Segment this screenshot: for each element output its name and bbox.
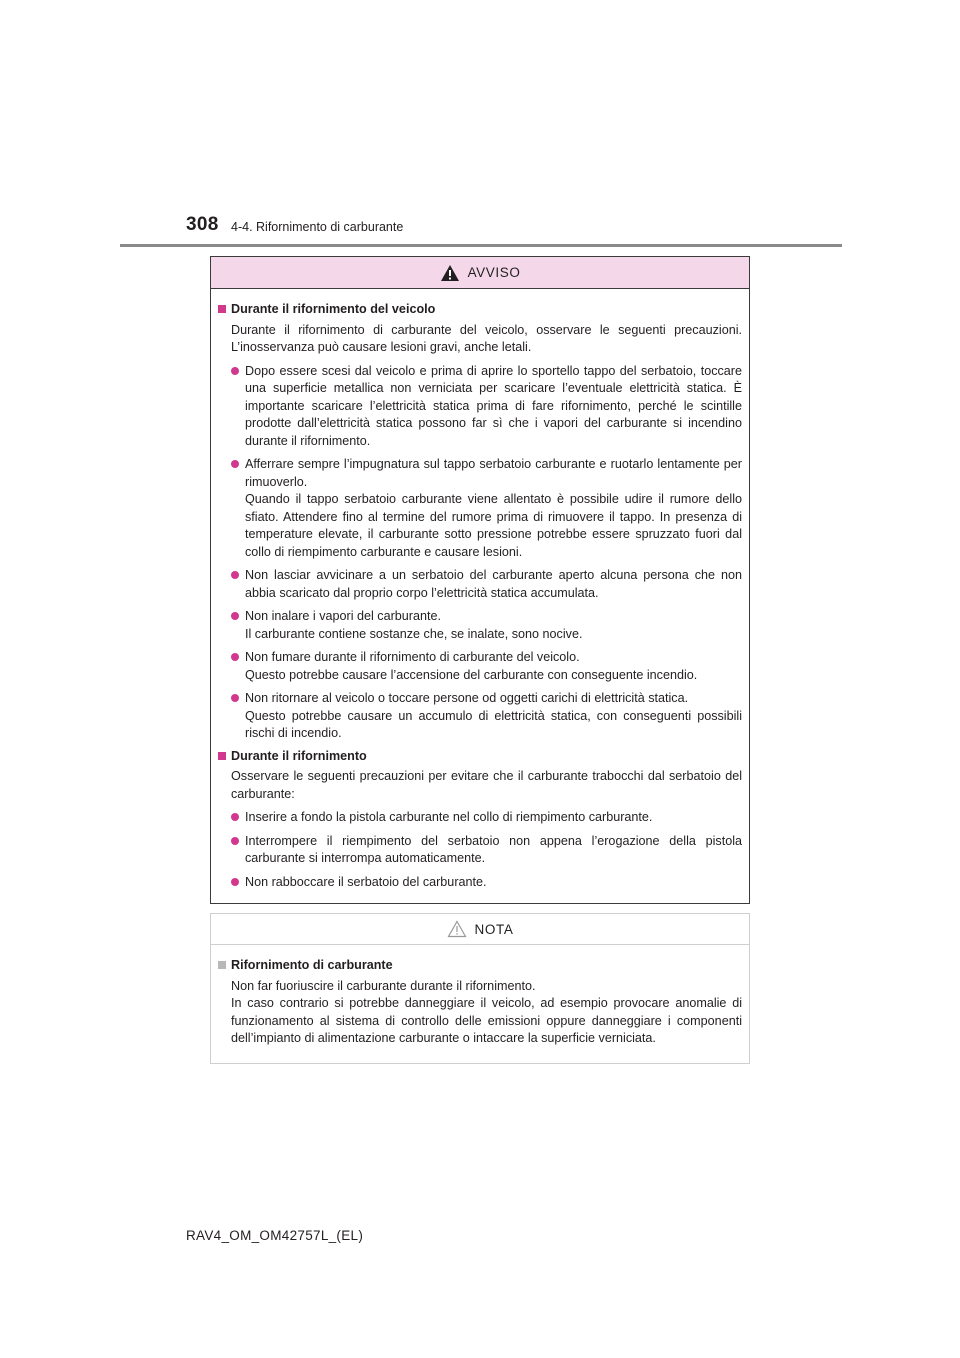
list-item-text: Dopo essere scesi dal veicolo e prima di aprire lo sportello tappo del serbatoio, toccare una superficie metallica non verniciata per scaricare l’eventuale elettricità statica. È importante scaricare l’elettricità statica prima di fare rifornimento, perché le scintille prodotte dall’elettricità statica possono far sì che i vapori del carburante si incendino durante il rifornimento.: [245, 363, 742, 448]
warning-box: [210, 256, 750, 904]
list-item-text: Inserire a fondo la pistola carburante nel collo di riempimento carburante.: [245, 810, 653, 824]
list-item: [231, 833, 742, 868]
bullet-dot-icon: [231, 460, 239, 468]
list-item-text: Non lasciar avvicinare a un serbatoio del carburante aperto alcuna persona che non abbia scaricato dal proprio corpo l’elettricità statica accumulata.: [245, 568, 742, 600]
note-box: [210, 913, 750, 1064]
bullet-dot-icon: [231, 878, 239, 886]
list-item: [231, 363, 742, 451]
note-header: [211, 914, 749, 945]
bullet-dot-icon: [231, 612, 239, 620]
bullet-dot-icon: [231, 694, 239, 702]
warning-section: [218, 301, 742, 743]
section-text: Durante il rifornimento di carburante del veicolo, osservare le seguenti precauzioni. L’inosservanza può causare lesioni gravi, anche letali.: [231, 322, 742, 354]
note-heading: NOTA: [474, 921, 514, 937]
header-rule: [120, 244, 842, 247]
list-item-text: Non rabboccare il serbatoio del carburante.: [245, 874, 487, 889]
list-item-text: Non ritornare al veicolo o toccare persone od oggetti carichi di elettricità statica. Questo potrebbe causare un accumulo di elettricità statica, con conseguenti possibili rischi di incendio.: [245, 691, 742, 740]
bullet-dot-icon: [231, 367, 239, 375]
section-text: Non far fuoriuscire il carburante durante il rifornimento. In caso contrario si potrebbe danneggiare il veicolo, ad esempio provocare anomalie di funzionamento al sistema di controllo delle emissioni oppure danneggiare i componenti dell’impianto di alimentazione carburante o intaccare la superficie verniciata.: [231, 978, 742, 1045]
list-item: [231, 874, 742, 892]
section-title: 4-4. Rifornimento di carburante: [231, 220, 404, 234]
note-section: [218, 957, 742, 1048]
bullet-dot-icon: [231, 813, 239, 821]
list-item-text: Non inalare i vapori del carburante. Il carburante contiene sostanze che, se inalate, sono nocive.: [245, 609, 583, 641]
list-item-text: Afferrare sempre l’impugnatura sul tappo serbatoio carburante e ruotarlo lentamente per rimuoverlo. Quando il tappo serbatoio carburante viene allentato è possibile udire il rumore dello sfiato. Attendere fino al termine del rumore prima di rimuovere il tappo. In presenza di temperature elevate, il carburante sotto pressione potrebbe essere spruzzato fuori dal collo di riempimento carburante e causare lesioni.: [245, 457, 742, 559]
footer-document-code: RAV4_OM_OM42757L_(EL): [186, 1228, 364, 1243]
section-title: Rifornimento di carburante: [231, 958, 393, 972]
list-item-text: Non fumare durante il rifornimento di carburante del veicolo. Questo potrebbe causare l’accensione del carburante con conseguente incendio.: [245, 650, 698, 682]
caution-triangle-outline-icon: [447, 920, 467, 938]
list-item: [231, 608, 742, 643]
section-title: Durante il rifornimento: [231, 748, 367, 763]
list-item: [231, 456, 742, 561]
warning-section: [218, 748, 742, 892]
warning-triangle-icon: [440, 264, 460, 282]
bullet-dot-icon: [231, 837, 239, 845]
section-square-marker: [218, 752, 226, 760]
section-text: Osservare le seguenti precauzioni per evitare che il carburante trabocchi dal serbatoio del carburante:: [231, 769, 742, 801]
list-item-text: Interrompere il riempimento del serbatoio non appena l’erogazione della pistola carburante si interrompa automaticamente.: [245, 833, 742, 865]
warning-header: [211, 257, 749, 289]
section-square-marker: [218, 305, 226, 313]
list-item: [231, 809, 742, 827]
section-title: Durante il rifornimento del veicolo: [231, 302, 436, 316]
section-square-marker: [218, 961, 226, 969]
page-number: 308: [186, 214, 219, 235]
warning-heading: AVVISO: [467, 265, 521, 280]
list-item: [231, 567, 742, 602]
list-item: [231, 690, 742, 743]
list-item: [231, 649, 742, 684]
bullet-dot-icon: [231, 571, 239, 579]
bullet-dot-icon: [231, 653, 239, 661]
